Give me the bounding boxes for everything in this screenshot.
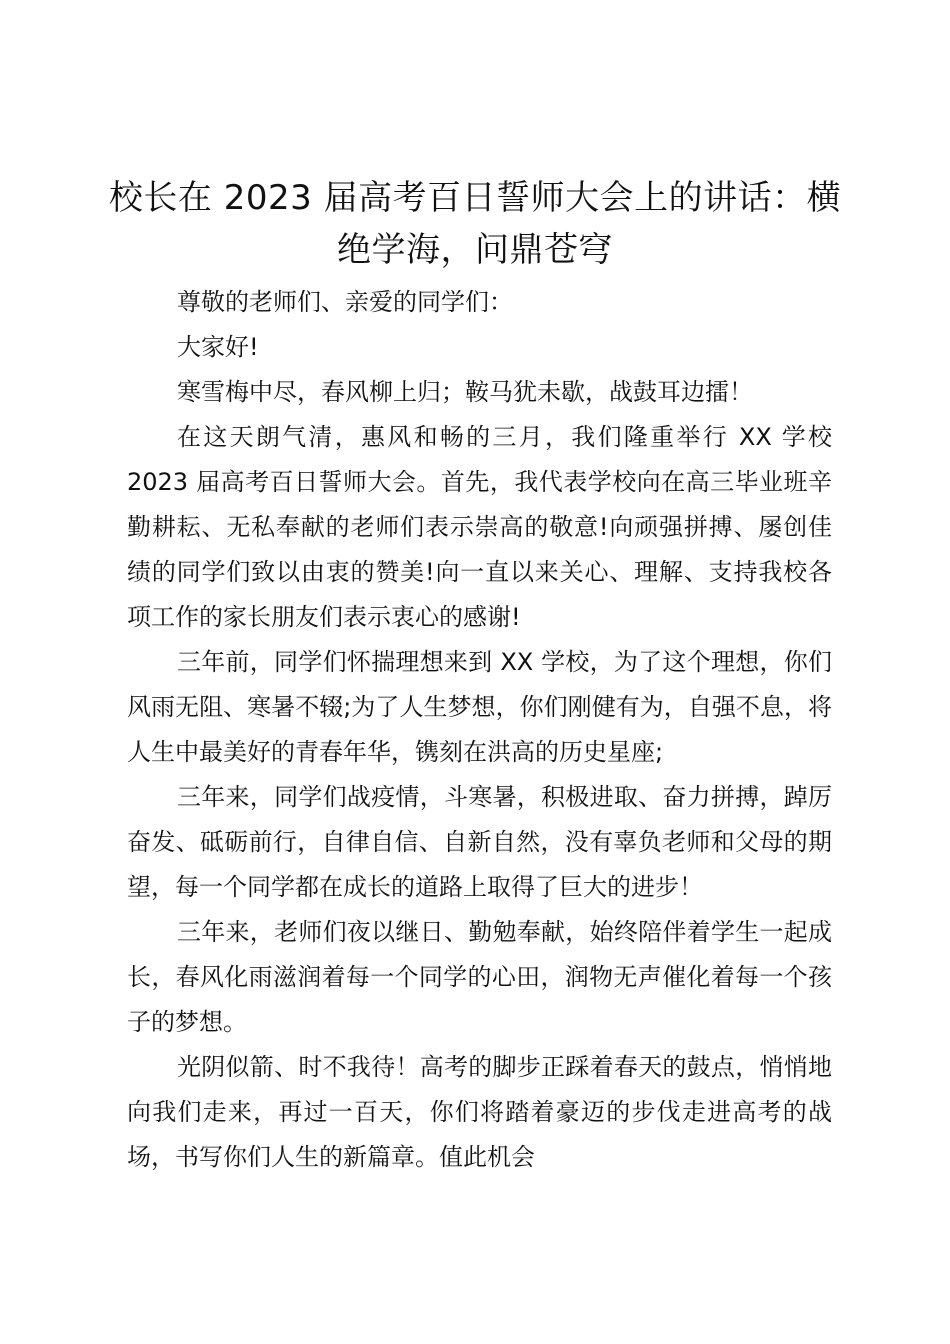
document-body bbox=[127, 280, 832, 1180]
paragraph-salutation: 尊敬的老师们、亲爱的同学们： bbox=[177, 288, 513, 316]
paragraph-greeting: 大家好! bbox=[177, 333, 259, 361]
paragraph-three-years-ago: 三年前，同学们怀揣理想来到 XX 学校，为了这个理想，你们风雨无阻、寒暑不辍;为了人生梦想，你们刚健有为，自强不息，将人生中最美好的青春年华，镌刻在洪高的历史星座; bbox=[127, 648, 832, 766]
paragraph-opening: 在这天朗气清，惠风和畅的三月，我们隆重举行 XX 学校 2023 届高考百日誓师大会。首先，我代表学校向在高三毕业班辛勤耕耘、无私奉献的老师们表示崇高的敬意!向顽强拼搏、屡创佳绩的同学们致以由衷的赞美!向一直以来关心、理解、支持我校各项工作的家长朋友们表示衷心的感谢! bbox=[127, 423, 832, 631]
paragraph-teachers-dedication: 三年来，老师们夜以继日、勤勉奉献，始终陪伴着学生一起成长，春风化雨滋润着每一个同学的心田，润物无声催化着每一个孩子的梦想。 bbox=[127, 918, 832, 1036]
paragraph-couplet: 寒雪梅中尽，春风柳上归；鞍马犹未歇，战鼓耳边擂！ bbox=[177, 378, 753, 406]
document-title: 校长在 2023 届高考百日誓师大会上的讲话：横绝学海，问鼎苍穹 bbox=[108, 178, 842, 270]
paragraph-students-progress: 三年来，同学们战疫情，斗寒暑，积极进取、奋力拼搏，踔厉奋发、砥砺前行，自律自信、自新自然，没有辜负老师和父母的期望，每一个同学都在成长的道路上取得了巨大的进步！ bbox=[127, 783, 832, 901]
paragraph-time-flies: 光阴似箭、时不我待！高考的脚步正踩着春天的鼓点，悄悄地向我们走来，再过一百天，你们将踏着豪迈的步伐走进高考的战场，书写你们人生的新篇章。值此机会 bbox=[127, 1053, 832, 1171]
